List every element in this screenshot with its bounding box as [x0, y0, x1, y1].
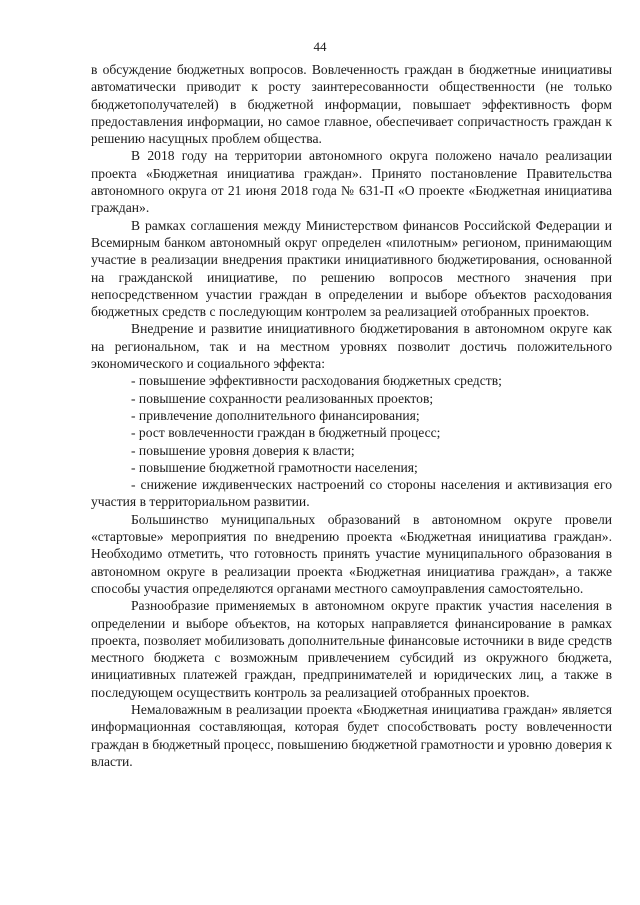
- list-item: - повышение уровня доверия к власти;: [131, 442, 355, 458]
- page-body: [91, 61, 612, 770]
- paragraph-information: Немаловажным в реализации проекта «Бюджетная инициатива граждан» является информационная составляющая, которая будет способствовать росту вовлеченности граждан в бюджетный процесс, повышению бюджетной грамотности и уровню доверия к власти.: [91, 701, 612, 769]
- paragraph-project-start: В 2018 году на территории автономного округа положено начало реализации проекта «Бюджетная инициатива граждан». Принято постановление Правительства автономного округа от 21 июня 2018 года № 631-П «О проекте «Бюджетная инициатива граждан».: [91, 148, 612, 216]
- list-item: - повышение сохранности реализованных проектов;: [131, 390, 434, 406]
- list-item: - повышение эффективности расходования бюджетных средств;: [131, 373, 502, 389]
- list-item: - повышение бюджетной грамотности населения;: [131, 459, 418, 475]
- page-number: 44: [313, 39, 327, 54]
- list-item: - рост вовлеченности граждан в бюджетный процесс;: [131, 425, 441, 441]
- paragraph-continuation: в обсуждение бюджетных вопросов. Вовлеченность граждан в бюджетные инициативы автоматически приводит к росту заинтересованности общественности (не только бюджетополучателей) в бюджетной информации, повышает эффективность форм предоставления информации, но самое главное, обеспечивает сопричастность граждан к решению насущных проблем общества.: [91, 62, 612, 147]
- paragraph-practices: Разнообразие применяемых в автономном округе практик участия населения в определении и выборе объектов, на которых направляется финансирование в рамках проекта, позволяет мобилизовать дополнительные финансовые источники в виде средств местного бюджета с возможным привлечением субсидий из окружного бюджета, инициативных платежей граждан, предпринимателей и юридических лиц, а также в последующем осуществить контроль за реализацией отобранных проектов.: [91, 598, 612, 700]
- paragraph-effects-intro: Внедрение и развитие инициативного бюджетирования в автономном округе как на региональном, так и на местном уровнях позволит достичь положительного экономического и социального эффекта:: [91, 321, 612, 372]
- paragraph-agreement: В рамках соглашения между Министерством финансов Российской Федерации и Всемирным банком автономный округ определен «пилотным» регионом, принимающим участие в реализации внедрения практики инициативного бюджетирования, основанной на гражданской инициативе, по решению вопросов местного значения при непосредственном участии граждан в определении и выборе объектов расходования бюджетных средств с последующим контролем за реализацией отобранных проектов.: [91, 217, 612, 320]
- list-item: - привлечение дополнительного финансирования;: [131, 407, 420, 423]
- paragraph-municipalities: Большинство муниципальных образований в автономном округе провели «стартовые» мероприятия по внедрению проекта «Бюджетная инициатива граждан». Необходимо отметить, что готовность принять участие муниципального образования в автономном округе в реализации проекта «Бюджетная инициатива граждан», а также способы участия определяются органами местного самоуправления самостоятельно.: [91, 511, 612, 596]
- list-item: - снижение иждивенческих настроений со стороны населения и активизация его участия в территориальном развитии.: [91, 477, 612, 510]
- effects-list: [91, 372, 612, 510]
